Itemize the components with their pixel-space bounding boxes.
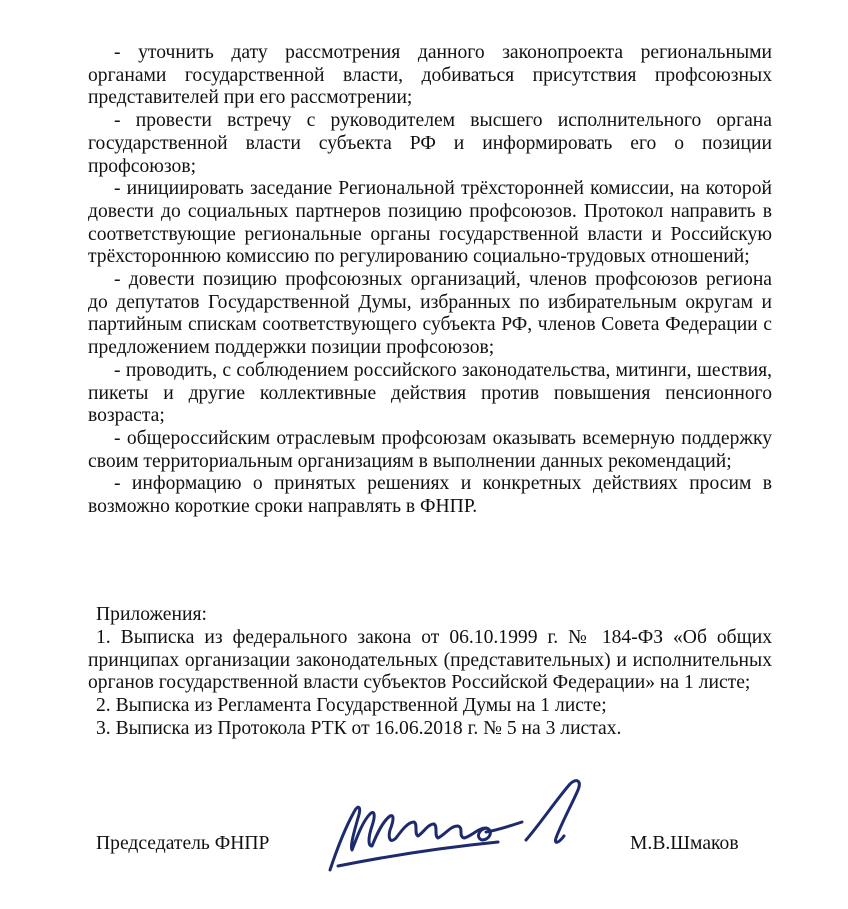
recommendation-item: - общероссийским отраслевым профсоюзам оказывать всемерную поддержку своим территориальным организациям в выполнении данных рекомендаций;: [88, 427, 772, 472]
recommendation-item: - провести встречу с руководителем высшего исполнительного органа государственной власти субъекта РФ и информировать его о позиции профсоюзов;: [88, 110, 772, 177]
attachment-item: 3. Выписка из Протокола РТК от 16.06.2018 г. № 5 на 3 листах.: [96, 717, 622, 739]
attachment-item: 2. Выписка из Регламента Государственной Думы на 1 листе;: [96, 695, 607, 717]
signatory-title: Председатель ФНПР: [96, 833, 270, 854]
attachments-list: [88, 627, 772, 741]
recommendation-item: - инициировать заседание Региональной трёхсторонней комиссии, на которой довести до социальных партнеров позицию профсоюзов. Протокол направить в соответствующие региональные органы государственной власти и Российскую трёхстороннюю комиссию по регулированию социально-трудовых отношений;: [88, 178, 772, 268]
recommendation-item: - информацию о принятых решениях и конкретных действиях просим в возможно короткие сроки направлять в ФНПР.: [88, 473, 772, 518]
recommendation-item: - довести позицию профсоюзных организаций, членов профсоюзов региона до депутатов Государственной Думы, избранных по избирательным округам и партийным спискам соответствующего субъекта РФ, членов Совета Федерации с предложением поддержки позиции профсоюзов;: [88, 269, 772, 359]
recommendation-item: - проводить, с соблюдением российского законодательства, митинги, шествия, пикеты и другие коллективные действия против повышения пенсионного возраста;: [88, 359, 772, 427]
signatory-name: М.В.Шмаков: [630, 833, 739, 854]
attachment-item: 1. Выписка из федерального закона от 06.10.1999 г. № 184-ФЗ «Об общих принципах организации законодательных (представительных) и исполнительных органов государственной власти субъектов Российской Федерации» на 1 листе;: [88, 627, 772, 694]
recommendation-item: - уточнить дату рассмотрения данного законопроекта региональными органами государственной власти, добиваться присутствия профсоюзных представителей при его рассмотрении;: [88, 42, 772, 109]
attachments-heading: Приложения:: [96, 604, 207, 625]
recommendations-list: [88, 42, 772, 519]
handwritten-signature: [318, 770, 598, 880]
